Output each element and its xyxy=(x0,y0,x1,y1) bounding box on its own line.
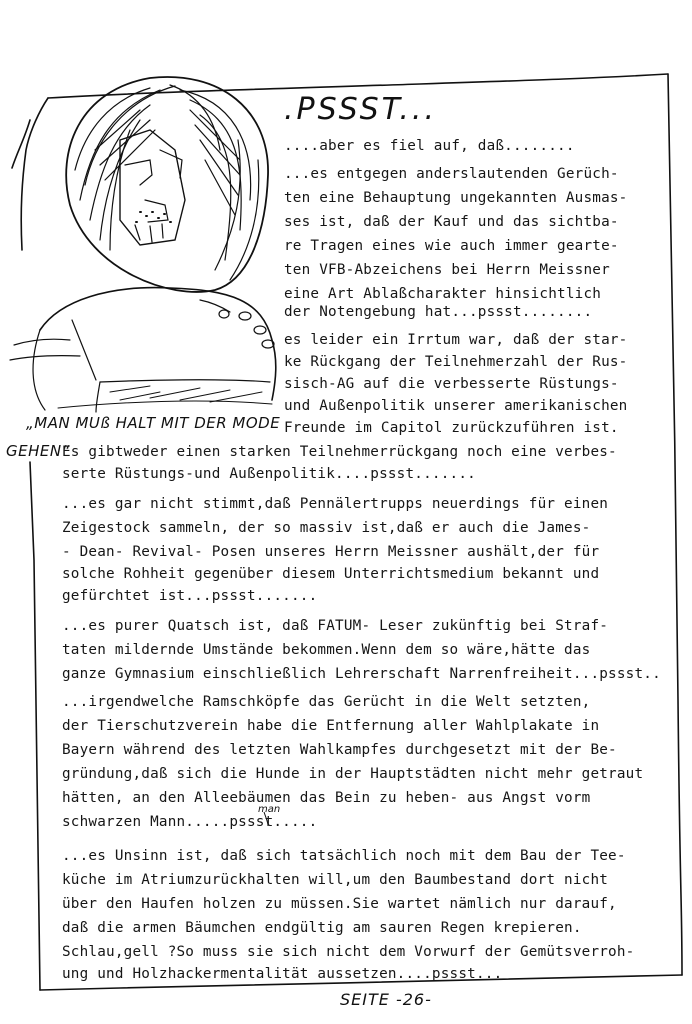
text-line: ses ist, daß der Kauf und das sichtba- xyxy=(284,214,619,230)
text-line: ...irgendwelche Ramschköpfe das Gerücht in die Welt setzten, xyxy=(62,694,591,710)
page-number: SEITE -26- xyxy=(340,990,432,1009)
text-line: eine Art Ablaßcharakter hinsichtlich xyxy=(284,286,602,302)
cartoon-caption-line2: GEHEN“ xyxy=(6,442,70,460)
text-line: es leider ein Irrtum war, daß der star- xyxy=(284,332,628,348)
text-line: ung und Holzhackermentalität aussetzen....pssst... xyxy=(62,966,503,982)
text-line: der Notengebung hat...pssst........ xyxy=(284,304,593,320)
text-line: taten mildernde Umstände bekommen.Wenn dem so wäre,hätte das xyxy=(62,642,591,658)
text-line: ...es purer Quatsch ist, daß FATUM- Leser zukünftig bei Straf- xyxy=(62,618,609,634)
text-line: ...es gar nicht stimmt,daß Pennälertrupps neuerdings für einen xyxy=(62,496,609,512)
text-line: serte Rüstungs-und Außenpolitik....pssst....... xyxy=(62,466,476,482)
text-line: gefürchtet ist...pssst....... xyxy=(62,588,318,604)
text-line: sisch-AG auf die verbesserte Rüstungs- xyxy=(284,376,619,392)
text-line: gründung,daß sich die Hunde in der Hauptstädten nicht mehr getraut xyxy=(62,766,644,782)
text-line: Es gibtweder einen starken Teilnehmerrückgang noch eine verbes- xyxy=(62,444,617,460)
text-line: ...es entgegen anderslautenden Gerüch- xyxy=(284,166,619,182)
cartoon-caption-line1: „MAN MUß HALT MIT DER MODE xyxy=(26,414,281,432)
text-line: der Tierschutzverein habe die Entfernung aller Wahlplakate in xyxy=(62,718,600,734)
text-line: solche Rohheit gegenüber diesem Unterrichtsmedium bekannt und xyxy=(62,566,600,582)
text-line: re Tragen eines wie auch immer gearte- xyxy=(284,238,619,254)
text-line: und Außenpolitik unserer amerikanischen xyxy=(284,398,628,414)
text-line: ke Rückgang der Teilnehmerzahl der Rus- xyxy=(284,354,628,370)
text-line: ten VFB-Abzeichens bei Herrn Meissner xyxy=(284,262,610,278)
text-line: über den Haufen holzen zu müssen.Sie wartet nämlich nur darauf, xyxy=(62,896,617,912)
text-line: ten eine Behauptung ungekannten Ausmas- xyxy=(284,190,628,206)
text-line: daß die armen Bäumchen endgültig am sauren Regen krepieren. xyxy=(62,920,582,936)
text-line: Zeigestock sammeln, der so massiv ist,daß er auch die James- xyxy=(62,520,591,536)
headline: .PSSST... xyxy=(284,92,437,127)
text-line: ....aber es fiel auf, daß........ xyxy=(284,138,575,154)
portrait-drawing xyxy=(10,77,276,412)
text-line: Freunde im Capitol zurückzuführen ist. xyxy=(284,420,619,436)
text-line: ...es Unsinn ist, daß sich tatsächlich noch mit dem Bau der Tee- xyxy=(62,848,626,864)
text-line: hätten, an den Alleebäumen das Bein zu heben- aus Angst vorm xyxy=(62,790,591,806)
text-line: küche im Atriumzurückhalten will,um den Baumbestand dort nicht xyxy=(62,872,609,888)
text-line: Schlau,gell ?So muss sie sich nicht dem Vorwurf der Gemütsverroh- xyxy=(62,944,635,960)
text-line: - Dean- Revival- Posen unseres Herrn Meissner aushält,der für xyxy=(62,544,600,560)
handwritten-annotation: man xyxy=(258,804,281,815)
text-line: schwarzen Mann.....pssst..... xyxy=(62,814,318,830)
text-line: Bayern während des letzten Wahlkampfes durchgesetzt mit der Be- xyxy=(62,742,617,758)
text-line: ganze Gymnasium einschließlich Lehrerschaft Narrenfreiheit...pssst.. xyxy=(62,666,661,682)
